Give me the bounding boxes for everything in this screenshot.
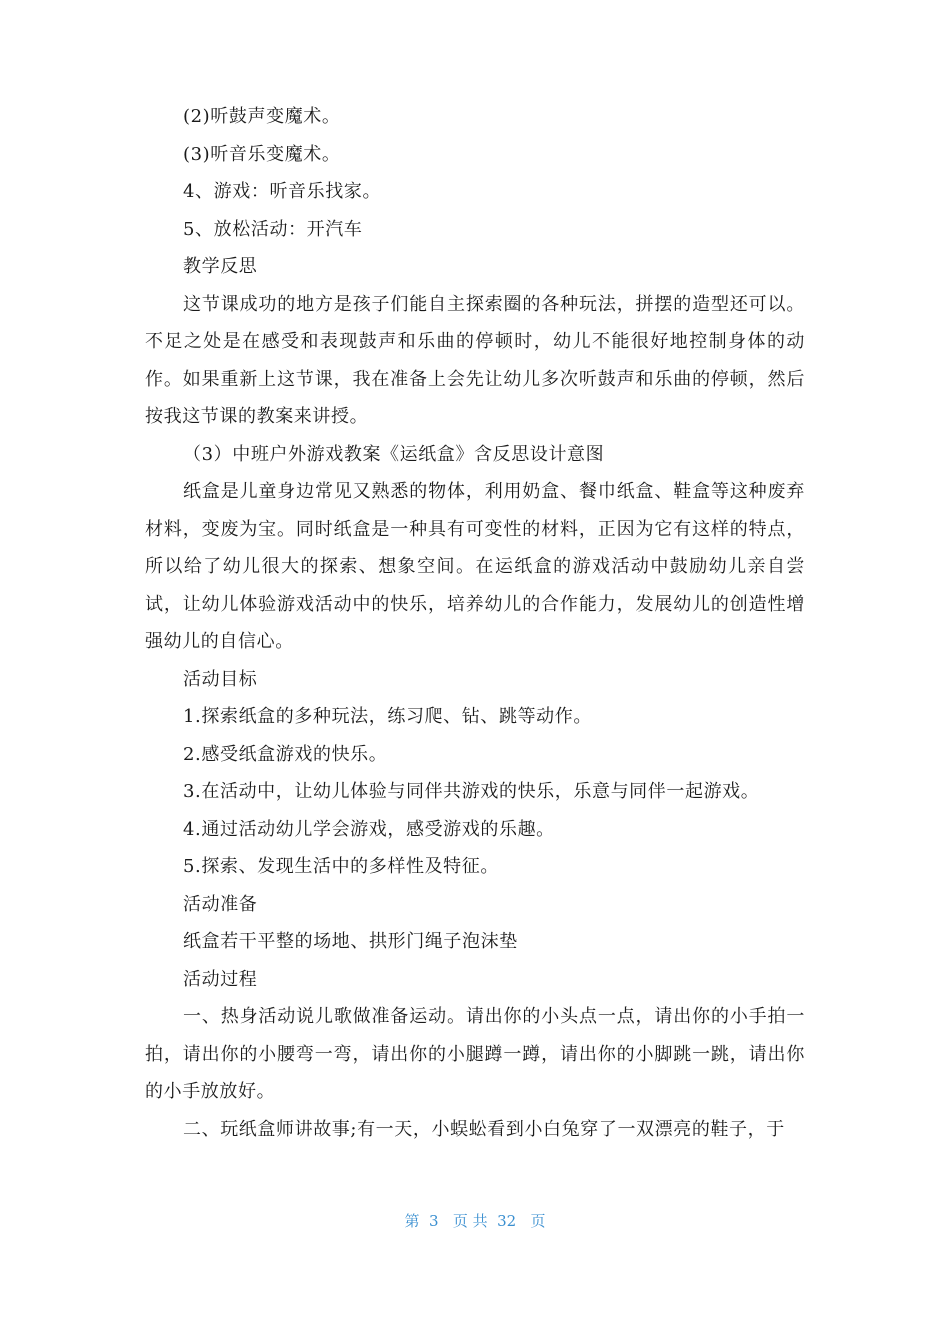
page-number-footer: 第 3 页 共 32 页 xyxy=(404,1212,546,1230)
list-item: 5.探索、发现生活中的多样性及特征。 xyxy=(183,856,499,877)
section-heading: 教学反思 xyxy=(183,256,258,277)
list-item: 1.探索纸盒的多种玩法，练习爬、钻、跳等动作。 xyxy=(183,706,592,727)
list-item: (3)听音乐变魔术。 xyxy=(183,143,341,165)
section-title: （3）中班户外游戏教案《运纸盒》含反思设计意图 xyxy=(183,443,605,465)
paragraph: 这节课成功的地方是孩子们能自主探索圈的各种玩法，拼摆的造型还可以。不足之处是在感受和表现鼓声和乐曲的停顿时，幼儿不能很好地控制身体的动作。如果重新上这节课，我在准备上会先让幼儿多次听鼓声和乐曲的停顿，然后按我这节课的教案来讲授。 xyxy=(145,293,805,427)
list-item: 2.感受纸盒游戏的快乐。 xyxy=(183,743,388,765)
section-heading: 活动准备 xyxy=(183,893,258,915)
section-heading: 活动过程 xyxy=(183,968,258,990)
paragraph: 二、玩纸盒师讲故事;有一天，小蜈蚣看到小白兔穿了一双漂亮的鞋子，于 xyxy=(183,1118,785,1140)
list-item: (2)听鼓声变魔术。 xyxy=(183,106,341,127)
list-item: 4.通过活动幼儿学会游戏，感受游戏的乐趣。 xyxy=(183,818,555,840)
paragraph: 纸盒是儿童身边常见又熟悉的物体，利用奶盒、餐巾纸盒、鞋盒等这种废弃材料，变废为宝。同时纸盒是一种具有可变性的材料，正因为它有这样的特点，所以给了幼儿很大的探索、想象空间。在运纸盒的游戏活动中鼓励幼儿亲自尝试，让幼儿体验游戏活动中的快乐，培养幼儿的合作能力，发展幼儿的创造性增强幼儿的自信心。 xyxy=(145,481,805,652)
section-heading: 活动目标 xyxy=(183,668,258,690)
document-body xyxy=(145,98,805,1148)
list-item: 4、游戏：听音乐找家。 xyxy=(183,181,382,202)
list-item: 纸盒若干平整的场地、拱形门绳子泡沫垫 xyxy=(183,931,518,952)
paragraph: 一、热身活动说儿歌做准备运动。请出你的小头点一点，请出你的小手拍一拍，请出你的小腰弯一弯，请出你的小腿蹲一蹲，请出你的小脚跳一跳，请出你的小手放放好。 xyxy=(145,1006,805,1102)
list-item: 5、放松活动：开汽车 xyxy=(183,218,363,240)
list-item: 3.在活动中，让幼儿体验与同伴共游戏的快乐，乐意与同伴一起游戏。 xyxy=(183,781,760,802)
